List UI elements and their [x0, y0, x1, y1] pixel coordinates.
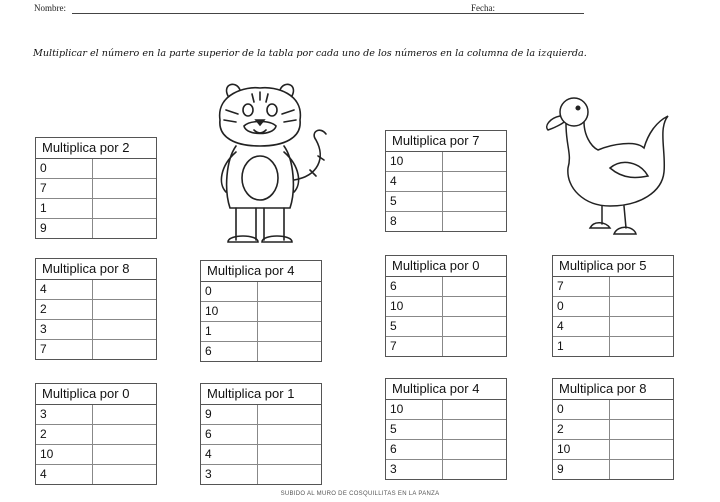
factor: 7 [36, 340, 93, 359]
table-row [36, 300, 156, 320]
table-row [36, 340, 156, 359]
multiplication-table [385, 255, 507, 357]
factor: 10 [553, 440, 610, 459]
factor: 4 [36, 280, 93, 299]
table-row [36, 465, 156, 484]
table-row [201, 405, 321, 425]
answer-cell[interactable] [443, 317, 506, 336]
factor: 1 [36, 199, 93, 218]
table-row [36, 405, 156, 425]
answer-cell[interactable] [443, 460, 506, 479]
answer-cell[interactable] [443, 172, 506, 191]
factor: 0 [553, 297, 610, 316]
answer-cell[interactable] [443, 277, 506, 296]
answer-cell[interactable] [610, 277, 673, 296]
factor: 10 [36, 445, 93, 464]
table-row [553, 297, 673, 317]
answer-cell[interactable] [610, 400, 673, 419]
answer-cell[interactable] [443, 192, 506, 211]
answer-cell[interactable] [610, 317, 673, 336]
answer-cell[interactable] [93, 320, 156, 339]
date-line[interactable] [499, 13, 584, 14]
table-row [36, 445, 156, 465]
table-row [386, 460, 506, 479]
multiplication-table [385, 130, 507, 232]
factor: 10 [386, 297, 443, 316]
answer-cell[interactable] [93, 199, 156, 218]
table-row [201, 322, 321, 342]
answer-cell[interactable] [443, 400, 506, 419]
table-row [36, 320, 156, 340]
table-row [553, 460, 673, 479]
table-row [201, 342, 321, 361]
tiger-illustration [206, 80, 338, 255]
table-row [553, 337, 673, 356]
factor: 6 [201, 425, 258, 444]
multiplication-table [35, 383, 157, 485]
factor: 0 [201, 282, 258, 301]
factor: 10 [386, 400, 443, 419]
factor: 4 [36, 465, 93, 484]
table-row [386, 400, 506, 420]
factor: 1 [553, 337, 610, 356]
factor: 1 [201, 322, 258, 341]
table-title: Multiplica por 0 [36, 384, 156, 405]
table-row [201, 425, 321, 445]
instructions-text: Multiplicar el número en la parte superior de la tabla por cada uno de los números en la columna de la izquierda. [33, 48, 587, 59]
table-row [201, 282, 321, 302]
answer-cell[interactable] [610, 297, 673, 316]
answer-cell[interactable] [258, 425, 321, 444]
factor: 2 [553, 420, 610, 439]
table-row [386, 420, 506, 440]
answer-cell[interactable] [443, 337, 506, 356]
table-row [201, 302, 321, 322]
factor: 9 [201, 405, 258, 424]
table-row [386, 317, 506, 337]
answer-cell[interactable] [258, 465, 321, 484]
factor: 6 [201, 342, 258, 361]
table-title: Multiplica por 2 [36, 138, 156, 159]
factor: 10 [201, 302, 258, 321]
table-row [386, 297, 506, 317]
factor: 5 [386, 420, 443, 439]
table-title: Multiplica por 5 [553, 256, 673, 277]
answer-cell[interactable] [258, 282, 321, 301]
worksheet-header [34, 3, 700, 17]
factor: 4 [553, 317, 610, 336]
table-row [553, 440, 673, 460]
table-row [36, 425, 156, 445]
factor: 4 [386, 172, 443, 191]
factor: 3 [36, 320, 93, 339]
answer-cell[interactable] [93, 340, 156, 359]
table-row [386, 337, 506, 356]
factor: 2 [36, 425, 93, 444]
answer-cell[interactable] [610, 420, 673, 439]
factor: 9 [36, 219, 93, 238]
factor: 7 [553, 277, 610, 296]
answer-cell[interactable] [258, 405, 321, 424]
answer-cell[interactable] [93, 425, 156, 444]
factor: 8 [386, 212, 443, 231]
multiplication-table [200, 260, 322, 362]
factor: 6 [386, 277, 443, 296]
multiplication-table [552, 378, 674, 480]
factor: 4 [201, 445, 258, 464]
factor: 3 [36, 405, 93, 424]
table-title: Multiplica por 0 [386, 256, 506, 277]
table-row [386, 192, 506, 212]
factor: 0 [36, 159, 93, 178]
answer-cell[interactable] [258, 445, 321, 464]
table-row [553, 317, 673, 337]
table-title: Multiplica por 8 [36, 259, 156, 280]
answer-cell[interactable] [258, 302, 321, 321]
answer-cell[interactable] [93, 300, 156, 319]
answer-cell[interactable] [93, 445, 156, 464]
table-row [553, 277, 673, 297]
answer-cell[interactable] [443, 440, 506, 459]
multiplication-table [385, 378, 507, 480]
table-row [386, 440, 506, 460]
answer-cell[interactable] [443, 212, 506, 231]
answer-cell[interactable] [258, 342, 321, 361]
table-row [36, 199, 156, 219]
table-row [36, 179, 156, 199]
table-title: Multiplica por 4 [386, 379, 506, 400]
date-label: Fecha: [471, 3, 495, 13]
table-title: Multiplica por 1 [201, 384, 321, 405]
duck-illustration [540, 88, 690, 248]
name-label: Nombre: [34, 3, 66, 13]
factor: 9 [553, 460, 610, 479]
factor: 10 [386, 152, 443, 171]
multiplication-table [200, 383, 322, 485]
factor: 6 [386, 440, 443, 459]
answer-cell[interactable] [610, 337, 673, 356]
table-title: Multiplica por 4 [201, 261, 321, 282]
table-row [553, 420, 673, 440]
factor: 2 [36, 300, 93, 319]
factor: 7 [386, 337, 443, 356]
multiplication-table [35, 137, 157, 239]
table-row [386, 152, 506, 172]
table-row [36, 159, 156, 179]
factor: 0 [553, 400, 610, 419]
answer-cell[interactable] [610, 440, 673, 459]
factor: 7 [36, 179, 93, 198]
answer-cell[interactable] [258, 322, 321, 341]
answer-cell[interactable] [93, 405, 156, 424]
answer-cell[interactable] [443, 420, 506, 439]
answer-cell[interactable] [93, 219, 156, 238]
table-title: Multiplica por 7 [386, 131, 506, 152]
answer-cell[interactable] [93, 179, 156, 198]
answer-cell[interactable] [443, 297, 506, 316]
answer-cell[interactable] [93, 465, 156, 484]
table-row [386, 172, 506, 192]
table-row [201, 465, 321, 484]
table-row [36, 219, 156, 238]
answer-cell[interactable] [610, 460, 673, 479]
table-row [386, 277, 506, 297]
name-line[interactable] [72, 13, 504, 14]
factor: 3 [201, 465, 258, 484]
table-title: Multiplica por 8 [553, 379, 673, 400]
answer-cell[interactable] [443, 152, 506, 171]
footer-credit: SUBIDO AL MURO DE COSQUILLITAS EN LA PANZA [280, 491, 440, 497]
answer-cell[interactable] [93, 280, 156, 299]
table-row [386, 212, 506, 231]
answer-cell[interactable] [93, 159, 156, 178]
table-row [201, 445, 321, 465]
multiplication-table [35, 258, 157, 360]
table-row [553, 400, 673, 420]
factor: 3 [386, 460, 443, 479]
factor: 5 [386, 192, 443, 211]
table-row [36, 280, 156, 300]
factor: 5 [386, 317, 443, 336]
multiplication-table [552, 255, 674, 357]
